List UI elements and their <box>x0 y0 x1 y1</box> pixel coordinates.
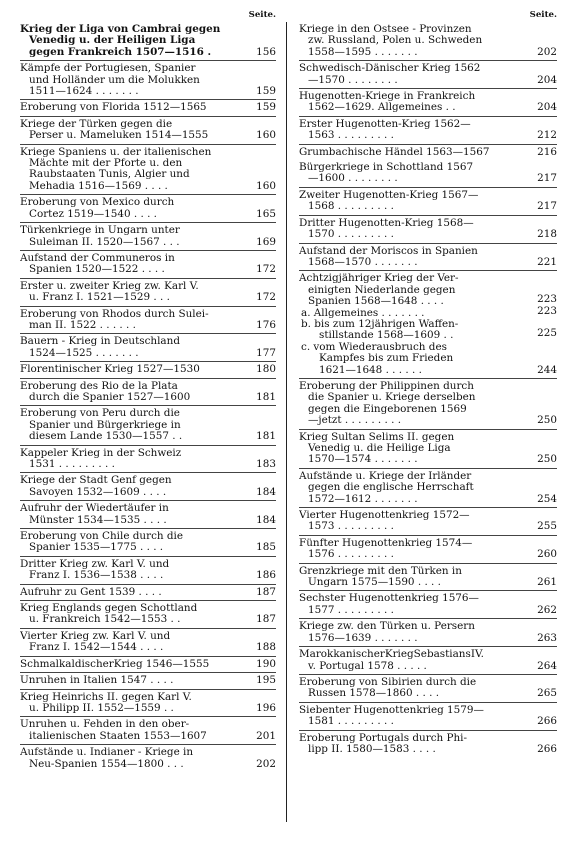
entry-title-line: Erster u. zweiter Krieg zw. Karl V. <box>20 280 199 292</box>
entry-title-line: 1531 . . . . . . . . . <box>29 459 115 470</box>
entry-title-line: Bürgerkriege in Schottland 1567 <box>299 162 474 174</box>
page-number: 255 <box>537 520 557 533</box>
toc-entry <box>20 675 276 689</box>
toc-entry <box>299 566 557 592</box>
left-column <box>20 6 276 774</box>
toc-entry <box>299 147 557 160</box>
entry-title-line: Eroberung des Rio de la Plata <box>20 380 178 392</box>
entry-title-line: Aufruhr der Wiedertäufer in <box>20 503 169 515</box>
divider-line <box>286 22 287 822</box>
entry-title-line: einigten Niederlande gegen <box>308 284 456 296</box>
left-entry-list <box>20 24 276 772</box>
entry-title-line: Franz I. 1542—1544 . . . . <box>29 642 164 654</box>
page-number: 204 <box>537 101 557 114</box>
toc-entry <box>299 432 557 469</box>
page-number: 196 <box>256 701 276 714</box>
page-number: 250 <box>537 414 557 427</box>
entry-title-line: Eroberung von Sibirien durch die <box>299 676 477 688</box>
entry-title-line: 1568 . . . . . . . . . <box>308 201 394 213</box>
entry-title-line: 1581 . . . . . . . . . <box>308 716 394 728</box>
entry-title-line: Eroberung von Rhodos durch Sulei- <box>20 308 209 320</box>
entry-title-line: 1563 . . . . . . . . . <box>308 130 394 142</box>
entry-title-line: 1570 . . . . . . . . . <box>308 229 394 241</box>
toc-entry <box>20 225 276 251</box>
entry-title-line: Kriege zw. den Türken u. Persern <box>299 621 475 633</box>
entry-title-line: Grenzkriege mit den Türken in <box>299 565 462 577</box>
toc-entry <box>299 24 557 61</box>
page-number: 159 <box>256 85 276 98</box>
page-number: 159 <box>256 101 276 114</box>
entry-title-line: 1511—1624 . . . . . . . <box>29 86 139 98</box>
page-number: 181 <box>256 390 276 403</box>
entry-title-line: man II. 1522 . . . . . . <box>29 319 136 331</box>
page-number: 183 <box>256 458 276 470</box>
entry-title-line: Spanier 1535—1775 . . . . <box>29 542 164 554</box>
entry-title-line: Aufruhr zu Gent 1539 . . . . <box>20 586 162 598</box>
page-number: 195 <box>256 674 276 687</box>
page-number: 221 <box>537 255 557 268</box>
entry-title-line: Krieg Sultan Selims II. gegen <box>299 431 455 443</box>
entry-title-line: —jetzt . . . . . . . . . <box>308 415 402 427</box>
entry-title-line: Siebenter Hugenottenkrieg 1579— <box>299 704 484 716</box>
entry-title-line: diesem Lande 1530—1557 . . <box>29 431 183 443</box>
entry-title-line: Vierter Hugenottenkrieg 1572— <box>299 510 470 522</box>
entry-title-line: 1524—1525 . . . . . . . <box>29 347 139 359</box>
entry-title-line: Cortez 1519—1540 . . . . <box>29 208 157 220</box>
page-number: 204 <box>537 73 557 86</box>
entry-title-line: Eroberung von Chile durch die <box>20 531 184 543</box>
entry-title-line: 1568—1570 . . . . . . . <box>308 256 418 268</box>
toc-entry <box>20 747 276 772</box>
page-number: 185 <box>256 541 276 554</box>
entry-title-line: Münster 1534—1535 . . . . <box>29 514 167 526</box>
entry-title-line: Aufstände u. Kriege der Irländer <box>299 470 472 482</box>
toc-entry <box>299 319 557 342</box>
page-number: 225 <box>537 327 557 340</box>
entry-title-line: Eroberung Portugals durch Phi- <box>299 732 468 744</box>
toc-entry <box>20 381 276 407</box>
page-number: 180 <box>256 363 276 376</box>
toc-entry <box>299 190 557 216</box>
entry-title-line: b. bis zum 12jährigen Waffen- <box>301 318 459 330</box>
entry-title-line: —1570 . . . . . . . . <box>308 74 398 86</box>
toc-entry <box>20 309 276 335</box>
toc-entry <box>20 408 276 445</box>
entry-title-line: Perser u. Mameluken 1514—1555 <box>29 130 209 142</box>
entry-title-line: Unruhen in Italien 1547 . . . . <box>20 675 174 687</box>
entry-title-line: Zweiter Hugenotten-Krieg 1567— <box>299 189 479 201</box>
entry-title-line: Fünfter Hugenottenkrieg 1574— <box>299 537 473 549</box>
entry-title-line: gegen Frankreich 1507—1516 . <box>29 46 212 58</box>
entry-title-line: Kappeler Krieg in der Schweiz <box>20 447 182 459</box>
right-page-header: Seite. <box>529 10 557 20</box>
page-number: 244 <box>537 363 557 376</box>
toc-entry <box>299 471 557 508</box>
entry-title-line: Florentinischer Krieg 1527—1530 <box>20 364 200 376</box>
page-number: 160 <box>256 179 276 192</box>
entry-title-line: Eroberung der Philippinen durch <box>299 380 474 392</box>
entry-title-line: a. Allgemeines . . . . . . . <box>301 307 425 319</box>
entry-title-line: Venedig u. der Heiligen Liga <box>29 35 196 47</box>
page-number: 186 <box>256 569 276 582</box>
entry-title-line: Spanier und Bürgerkriege in <box>29 419 181 431</box>
entry-title-line: 1570—1574 . . . . . . . <box>308 454 418 466</box>
entry-title-line: 1621—1648 . . . . . . <box>319 364 422 376</box>
entry-title-line: u. Philipp II. 1552—1559 . . <box>29 702 174 714</box>
toc-entry <box>299 538 557 564</box>
entry-title-line: Sechster Hugenottenkrieg 1576— <box>299 593 479 605</box>
page-number: 263 <box>537 631 557 644</box>
page-number: 156 <box>256 45 276 58</box>
entry-title-line: Krieg der Liga von Cambrai gegen <box>20 24 221 35</box>
page-number: 264 <box>537 659 557 672</box>
page-number: 176 <box>256 318 276 331</box>
page-number: 187 <box>256 585 276 598</box>
toc-entry <box>299 649 557 675</box>
entry-title-line: Dritter Krieg zw. Karl V. und <box>20 558 170 570</box>
toc-entry <box>299 91 557 117</box>
toc-entry <box>299 162 557 188</box>
entry-title-line: Dritter Hugenotten-Krieg 1568— <box>299 217 474 229</box>
toc-entry <box>20 531 276 557</box>
entry-title-line: Aufstand der Communeros in <box>20 252 175 264</box>
entry-title-line: Eroberung von Peru durch die <box>20 408 180 420</box>
toc-entry <box>20 197 276 223</box>
toc-entry <box>299 677 557 703</box>
entry-title-line: stillstande 1568—1609 . . <box>319 330 454 342</box>
toc-entry <box>20 692 276 718</box>
page-number: 212 <box>537 129 557 142</box>
toc-entry <box>20 336 276 362</box>
page-number: 188 <box>256 641 276 654</box>
right-entry-list <box>299 24 557 757</box>
entry-title-line: Vierter Krieg zw. Karl V. und <box>20 630 171 642</box>
toc-entry <box>299 63 557 89</box>
entry-title-line: Spanien 1568—1648 . . . . <box>308 296 444 308</box>
entry-title-line: zw. Russland, Polen u. Schweden <box>308 35 483 47</box>
entry-title-line: Kämpfe der Portugiesen, Spanier <box>20 63 196 75</box>
page-number: 190 <box>256 657 276 670</box>
page-number: 262 <box>537 603 557 616</box>
page-number: 172 <box>256 263 276 276</box>
entry-title-line: Venedig u. die Heilige Liga <box>308 443 451 454</box>
toc-entry <box>299 273 557 307</box>
page-number: 218 <box>537 228 557 241</box>
page-number: 177 <box>256 346 276 359</box>
entry-title-line: 1577 . . . . . . . . . <box>308 604 394 616</box>
page-number: 202 <box>256 757 276 770</box>
left-page-header: Seite. <box>248 10 276 20</box>
toc-entry <box>20 631 276 657</box>
page-number: 184 <box>256 513 276 526</box>
toc-entry <box>20 559 276 585</box>
toc-entry <box>20 364 276 378</box>
entry-title-line: Grumbachische Händel 1563—1567 <box>299 146 490 158</box>
page-number: 261 <box>537 576 557 589</box>
toc-entry <box>20 253 276 279</box>
page-number: 201 <box>256 729 276 742</box>
toc-entry <box>299 218 557 244</box>
toc-entry <box>299 246 557 272</box>
page-number: 172 <box>256 291 276 304</box>
entry-title-line: Aufstände u. Indianer - Kriege in <box>20 747 194 759</box>
entry-title-line: Suleiman II. 1520—1567 . . . <box>29 236 180 248</box>
entry-title-line: Kampfes bis zum Frieden <box>319 353 454 365</box>
toc-entry <box>20 448 276 474</box>
toc-entry <box>20 603 276 629</box>
right-column <box>299 6 557 759</box>
entry-title-line: Savoyen 1532—1609 . . . . <box>29 486 167 498</box>
entry-title-line: Kriege Spaniens u. der italienischen <box>20 146 212 158</box>
page-number: 216 <box>537 145 557 158</box>
toc-entry <box>299 119 557 145</box>
entry-title-line: gegen die Eingeborenen 1569 <box>308 403 467 415</box>
entry-title-line: 1576 . . . . . . . . . <box>308 549 394 561</box>
entry-title-line: Hugenotten-Kriege in Frankreich <box>299 91 476 103</box>
entry-title-line: Türkenkriege in Ungarn unter <box>20 225 180 237</box>
page-number: 223 <box>537 293 557 306</box>
entry-title-line: 1573 . . . . . . . . . <box>308 521 394 533</box>
entry-title-line: italienischen Staaten 1553—1607 <box>29 730 207 742</box>
entry-title-line: Erster Hugenotten-Krieg 1562— <box>299 118 471 130</box>
entry-title-line: Franz I. 1536—1538 . . . . <box>29 570 164 582</box>
page-number: 217 <box>537 200 557 213</box>
page-number: 260 <box>537 548 557 561</box>
entry-title-line: Russen 1578—1860 . . . . <box>308 688 440 700</box>
page-number: 169 <box>256 235 276 248</box>
page-number: 265 <box>537 687 557 700</box>
entry-title-line: Raubstaaten Tunis, Algier und <box>29 169 190 181</box>
page-number: 165 <box>256 207 276 220</box>
entry-title-line: SchmalkaldischerKrieg 1546—1555 <box>20 658 210 670</box>
toc-entry <box>299 733 557 758</box>
page-number: 160 <box>256 129 276 142</box>
entry-title-line: 1572—1612 . . . . . . . <box>308 493 418 505</box>
entry-title-line: Eroberung von Mexico durch <box>20 197 175 209</box>
entry-title-line: MarokkanischerKriegSebastiansIV. <box>299 649 484 661</box>
entry-title-line: 1576—1639 . . . . . . . <box>308 632 418 644</box>
page-number: 184 <box>256 485 276 498</box>
page-number: 187 <box>256 613 276 626</box>
page-number: 202 <box>537 45 557 58</box>
toc-entry <box>20 119 276 145</box>
entry-title-line: u. Frankreich 1542—1553 . . <box>29 614 181 626</box>
page-number: 223 <box>537 304 557 317</box>
entry-title-line: Krieg Heinrichs II. gegen Karl V. <box>20 691 192 703</box>
toc-entry <box>20 147 276 196</box>
toc-entry <box>299 705 557 731</box>
entry-title-line: Kriege der Stadt Genf gegen <box>20 475 172 487</box>
entry-title-line: —1600 . . . . . . . . <box>308 173 398 185</box>
entry-title-line: Mächte mit der Pforte u. den <box>29 158 183 170</box>
toc-entry <box>299 381 557 430</box>
entry-title-line: c. vom Wiederausbruch des <box>301 341 447 353</box>
toc-entry <box>299 304 557 319</box>
entry-title-line: Unruhen u. Fehden in den ober- <box>20 719 190 731</box>
entry-title-line: gegen die englische Herrschaft <box>308 482 474 494</box>
entry-title-line: u. Franz I. 1521—1529 . . . <box>29 292 170 304</box>
toc-entry <box>299 510 557 536</box>
entry-title-line: und Holländer um die Molukken <box>29 74 200 86</box>
entry-title-line: Eroberung von Florida 1512—1565 <box>20 102 207 114</box>
page-number: 181 <box>256 430 276 443</box>
toc-entry <box>20 503 276 529</box>
entry-title-line: Krieg Englands gegen Schottland <box>20 603 198 615</box>
entry-title-line: Aufstand der Moriscos in Spanien <box>299 245 478 257</box>
entry-title-line: Kriege der Türken gegen die <box>20 118 173 130</box>
page-number: 217 <box>537 172 557 185</box>
toc-entry <box>20 475 276 501</box>
toc-entry <box>20 102 276 116</box>
page-number: 266 <box>537 742 557 755</box>
entry-title-line: Spanien 1520—1522 . . . . <box>29 264 165 276</box>
toc-entry <box>20 587 276 601</box>
entry-title-line: 1558—1595 . . . . . . . <box>308 46 418 58</box>
page-number: 254 <box>537 492 557 505</box>
entry-title-line: durch die Spanier 1527—1600 <box>29 391 191 403</box>
entry-title-line: lipp II. 1580—1583 . . . . <box>308 743 436 755</box>
toc-entry <box>20 24 276 61</box>
entry-title-line: Neu-Spanien 1554—1800 . . . <box>29 758 184 770</box>
entry-title-line: v. Portugal 1578 . . . . . <box>308 660 427 672</box>
toc-entry <box>20 63 276 100</box>
entry-title-line: Kriege in den Ostsee - Provinzen <box>299 24 472 35</box>
entry-title-line: Ungarn 1575—1590 . . . . <box>308 577 441 589</box>
entry-title-line: 1562—1629. Allgemeines . . <box>308 102 456 114</box>
entry-title-line: Achtzigjähriger Krieg der Ver- <box>299 273 459 285</box>
entry-title-line: die Spanier u. Kriege derselben <box>308 392 476 404</box>
entry-title-line: Bauern - Krieg in Deutschland <box>20 336 180 348</box>
page-number: 266 <box>537 715 557 728</box>
toc-entry <box>299 342 557 379</box>
toc-entry <box>20 719 276 745</box>
entry-title-line: Mehadia 1516—1569 . . . . <box>29 180 168 192</box>
toc-entry <box>20 281 276 307</box>
entry-title-line: Schwedisch-Dänischer Krieg 1562 <box>299 63 481 75</box>
page-number: 250 <box>537 453 557 466</box>
toc-entry <box>299 593 557 619</box>
toc-entry <box>20 659 276 673</box>
toc-entry <box>299 621 557 647</box>
